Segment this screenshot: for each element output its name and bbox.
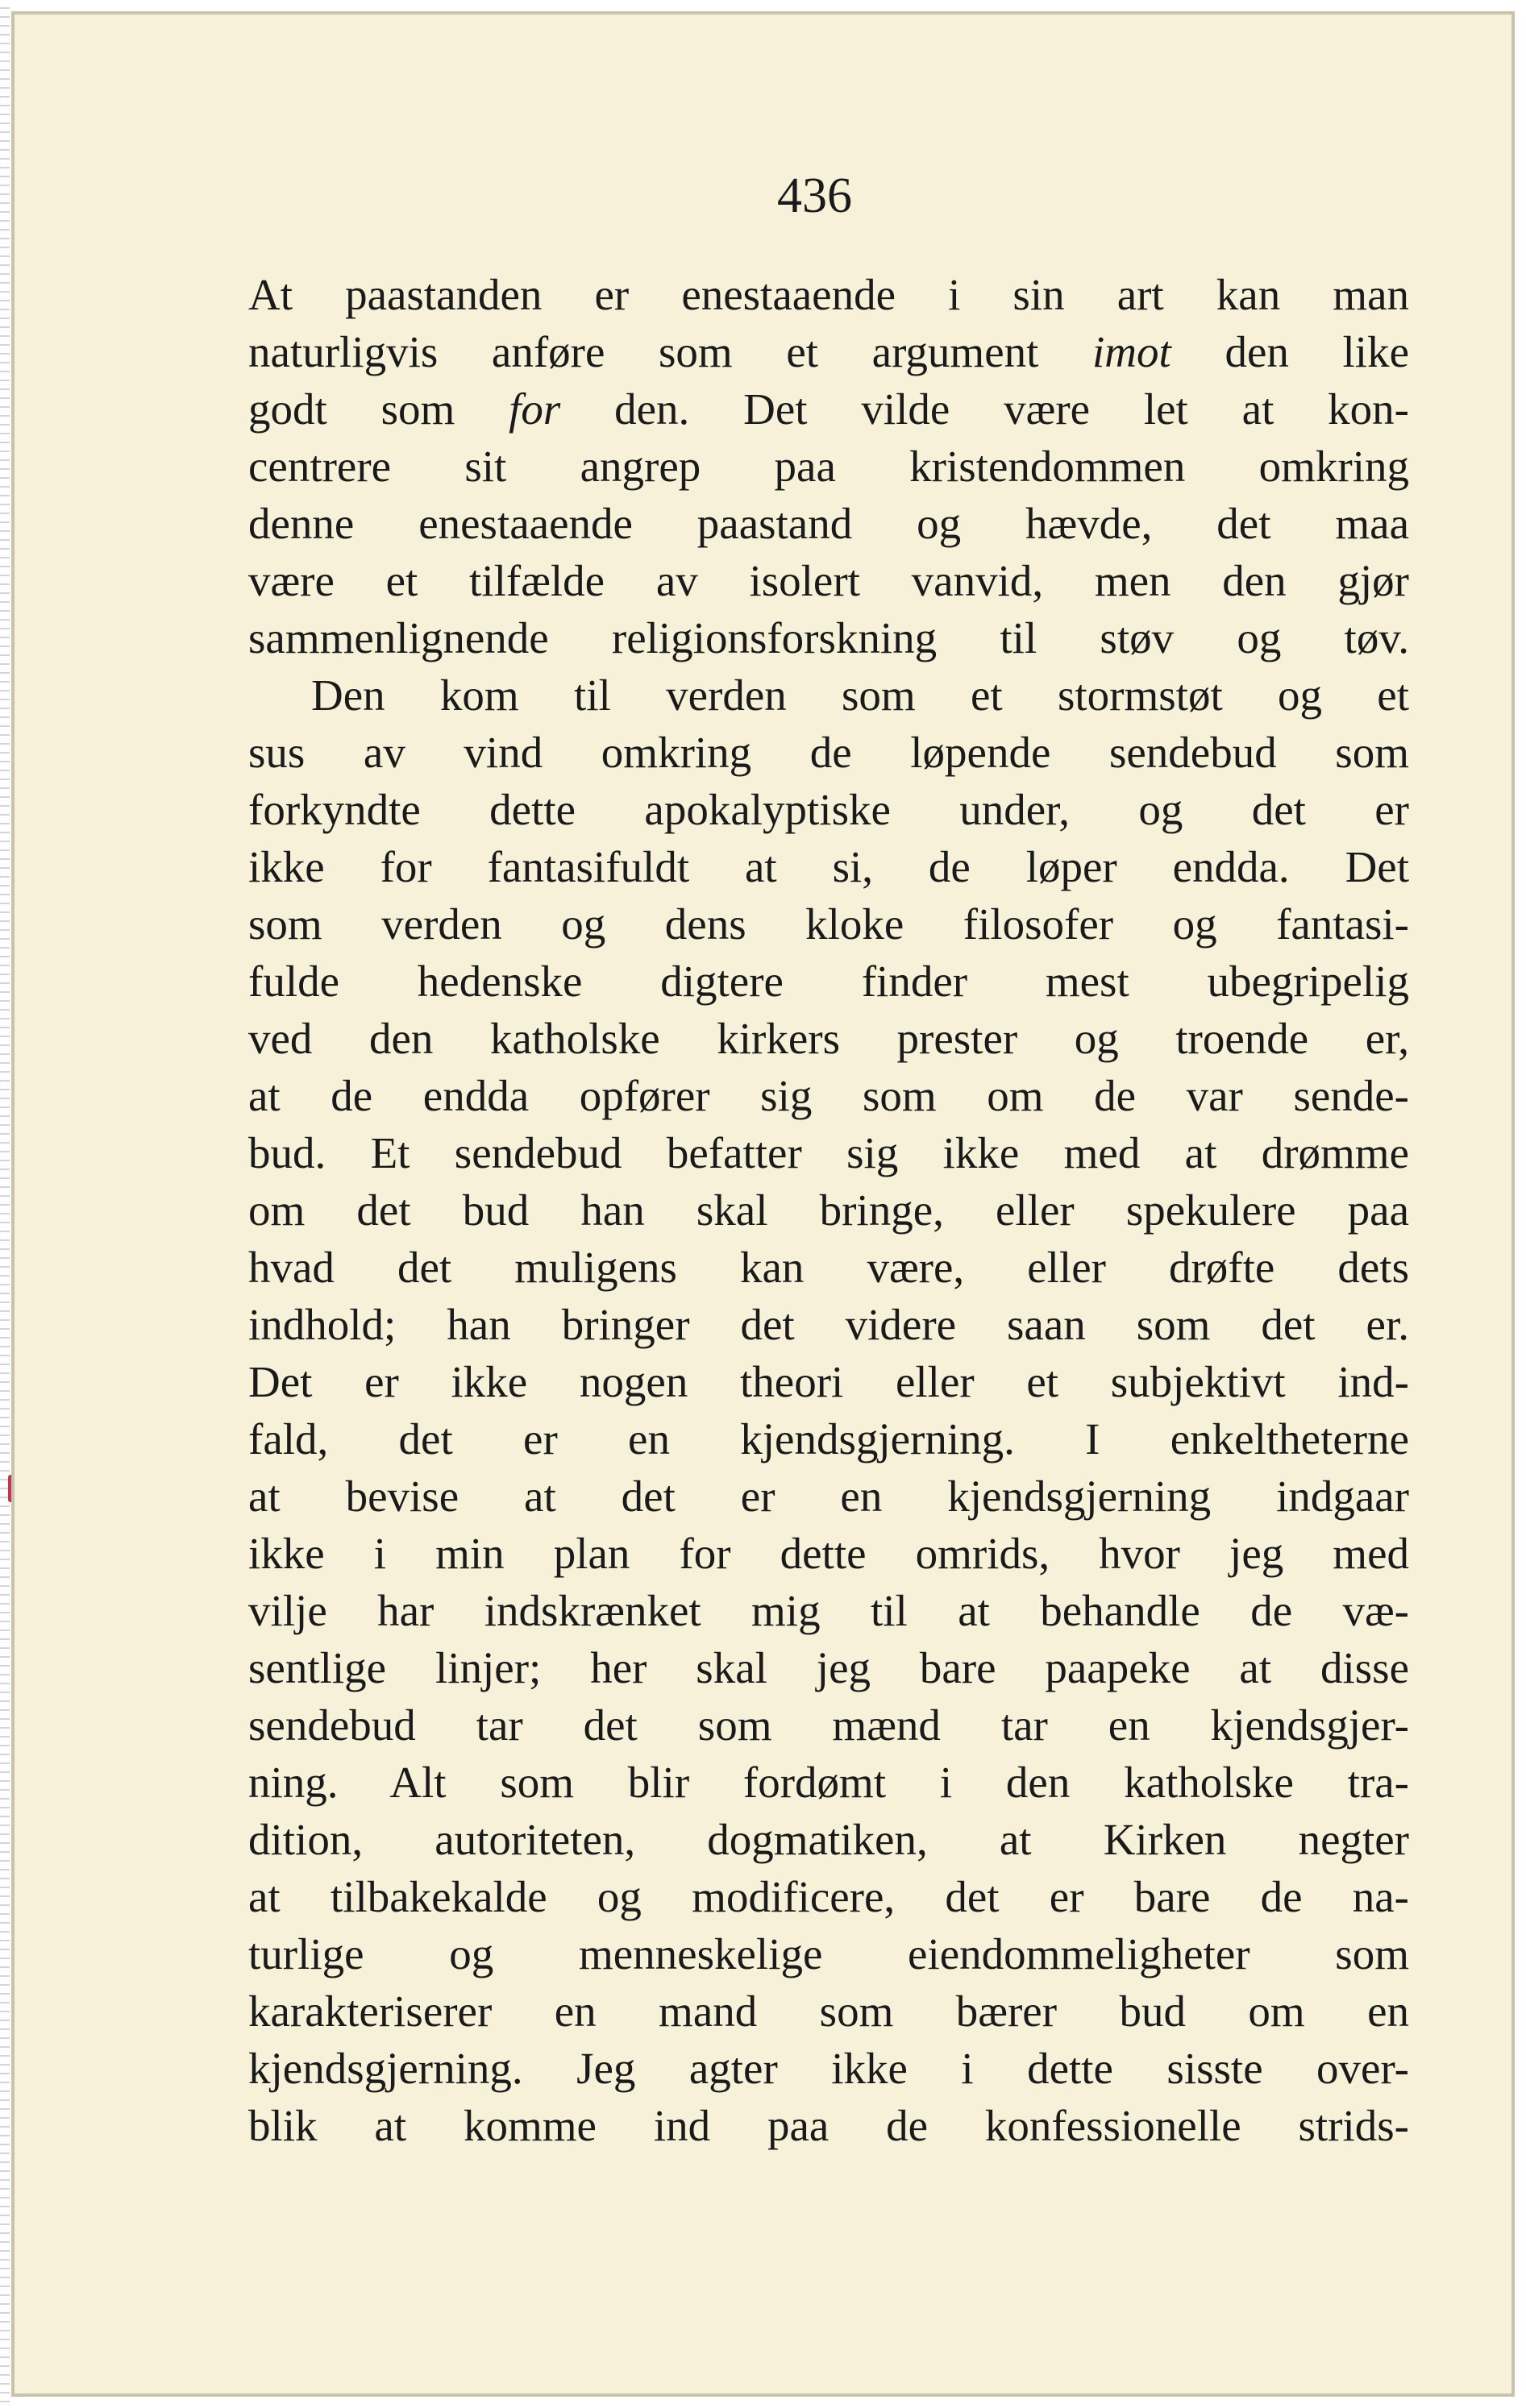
- text-span: naturligvis anføre som et argument: [248, 327, 1093, 376]
- text-line: dition, autoriteten, dogmatiken, at Kirken negter: [248, 1815, 1409, 1864]
- text-line: ikke i min plan for dette omrids, hvor jeg med: [248, 1529, 1409, 1578]
- body-text: [248, 266, 1409, 2154]
- text-line: turlige og menneskelige eiendommeligheter som: [248, 1929, 1409, 1978]
- text-line: centrere sit angrep paa kristendommen omkring: [248, 442, 1409, 491]
- text-line: blik at komme ind paa de konfessionelle strids-: [248, 2101, 1409, 2150]
- text-line: sus av vind omkring de løpende sendebud som: [248, 728, 1409, 777]
- text-line: Det er ikke nogen theori eller et subjektivt ind-: [248, 1357, 1409, 1406]
- book-page: [11, 11, 1515, 2397]
- text-line: ved den katholske kirkers prester og troende er,: [248, 1014, 1409, 1063]
- text-span: den like: [1170, 327, 1409, 376]
- text-line: sammenlignende religionsforskning til støv og tøv.: [248, 613, 1409, 662]
- text-line: hvad det muligens kan være, eller drøfte dets: [248, 1243, 1409, 1292]
- text-line: ning. Alt som blir fordømt i den katholske tra-: [248, 1758, 1409, 1807]
- text-line: sentlige linjer; her skal jeg bare paapeke at disse: [248, 1643, 1409, 1692]
- text-line: forkyndte dette apokalyptiske under, og det er: [248, 785, 1409, 834]
- text-line: karakteriserer en mand som bærer bud om en: [248, 1987, 1409, 2036]
- text-line: fald, det er en kjendsgjerning. I enkeltheterne: [248, 1414, 1409, 1463]
- text-line: ikke for fantasifuldt at si, de løper endda. Det: [248, 842, 1409, 891]
- text-line: fulde hedenske digtere finder mest ubegripelig: [248, 957, 1409, 1006]
- page-number: 436: [777, 168, 852, 223]
- paragraph-start-line: Den kom til verden som et stormstøt og et: [311, 671, 1409, 720]
- text-line: bud. Et sendebud befatter sig ikke med at drømme: [248, 1128, 1409, 1177]
- text-line: [248, 380, 1409, 438]
- text-line: sendebud tar det som mænd tar en kjendsgjer-: [248, 1700, 1409, 1750]
- emphasized-word: imot: [1092, 327, 1171, 376]
- text-line: at de endda opfører sig som om de var sende-: [248, 1071, 1409, 1120]
- text-line: At paastanden er enestaaende i sin art kan man: [248, 270, 1409, 319]
- text-line: kjendsgjerning. Jeg agter ikke i dette sisste over-: [248, 2044, 1409, 2093]
- text-span: godt som: [248, 384, 509, 434]
- text-line: vilje har indskrænket mig til at behandle de væ-: [248, 1586, 1409, 1635]
- scan-edge-ticks: [0, 0, 10, 2408]
- text-line: som verden og dens kloke filosofer og fantasi-: [248, 899, 1409, 949]
- text-line: være et tilfælde av isolert vanvid, men den gjør: [248, 556, 1409, 605]
- emphasized-word: for: [509, 384, 561, 434]
- text-line: om det bud han skal bringe, eller spekulere paa: [248, 1185, 1409, 1235]
- text-span: den. Det vilde være let at kon-: [560, 384, 1409, 434]
- text-line: indhold; han bringer det videre saan som det er.: [248, 1300, 1409, 1349]
- text-line: at bevise at det er en kjendsgjerning indgaar: [248, 1472, 1409, 1521]
- text-line: at tilbakekalde og modificere, det er bare de na-: [248, 1872, 1409, 1921]
- text-line: [248, 323, 1409, 380]
- text-line: denne enestaaende paastand og hævde, det maa: [248, 499, 1409, 548]
